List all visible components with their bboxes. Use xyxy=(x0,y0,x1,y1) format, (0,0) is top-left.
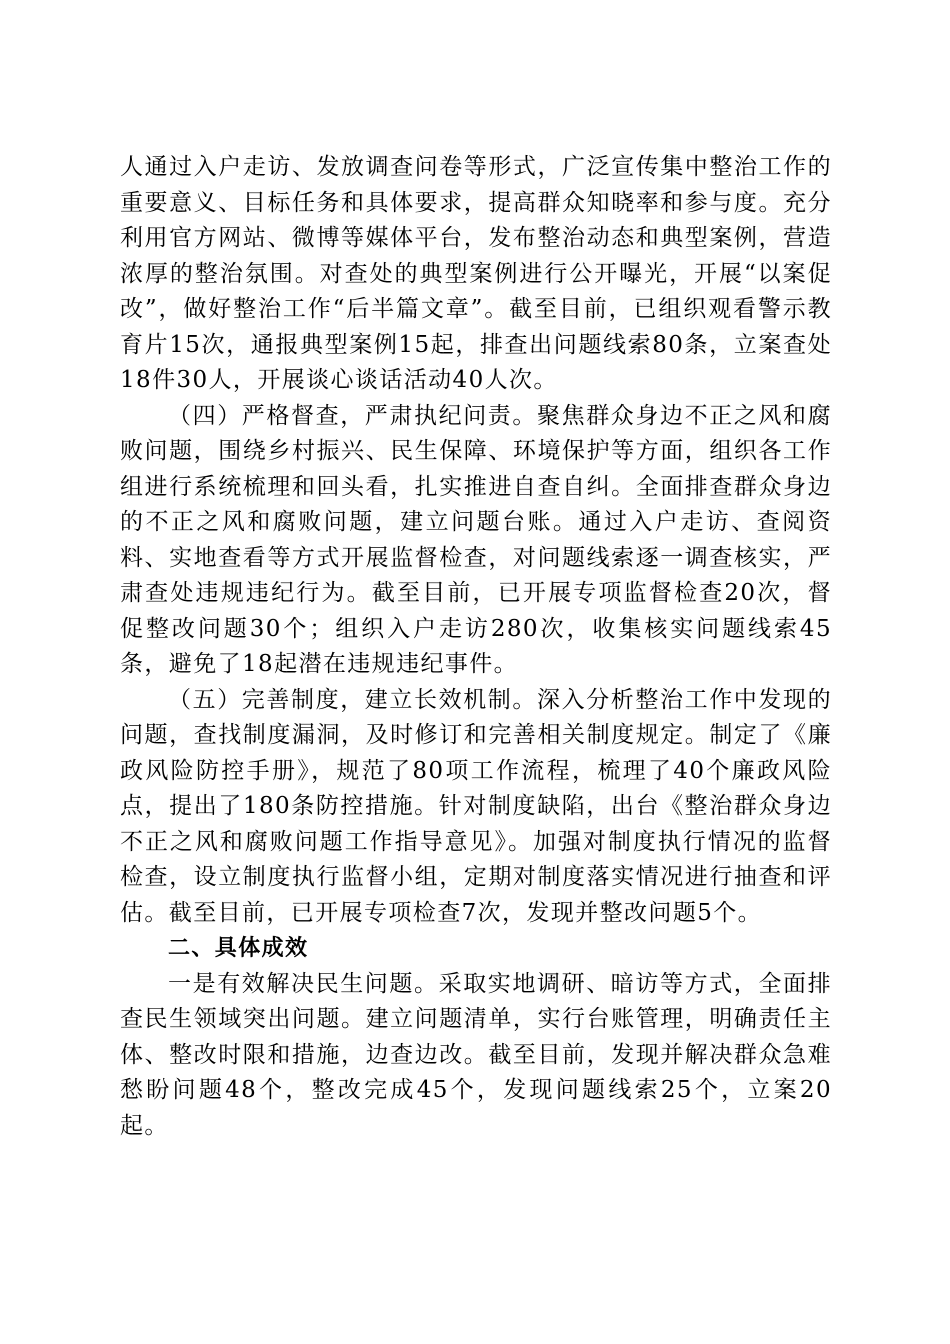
paragraph-section-5: （五）完善制度，建立长效机制。深入分析整治工作中发现的问题，查找制度漏洞，及时修订和完善相关制度规定。制定了《廉政风险防控手册》，规范了80项工作流程，梳理了40个廉政风险点，提出了180条防控措施。针对制度缺陷，出台《整治群众身边不正之风和腐败问题工作指导意见》。加强对制度执行情况的监督检查，设立制度执行监督小组，定期对制度落实情况进行抽查和评估。截至目前，已开展专项检查7次，发现并整改问题5个。 xyxy=(120,686,832,926)
paragraph-section-4: （四）严格督查，严肃执纪问责。聚焦群众身边不正之风和腐败问题，围绕乡村振兴、民生保障、环境保护等方面，组织各工作组进行系统梳理和回头看，扎实推进自查自纠。全面排查群众身边的不正之风和腐败问题，建立问题台账。通过入户走访、查阅资料、实地查看等方式开展监督检查，对问题线索逐一调查核实，严肃查处违规违纪行为。截至目前，已开展专项监督检查20次，督促整改问题30个；组织入户走访280次，收集核实问题线索45条，避免了18起潜在违规违纪事件。 xyxy=(120,402,832,677)
paragraph-results-1: 一是有效解决民生问题。采取实地调研、暗访等方式，全面排查民生领域突出问题。建立问题清单，实行台账管理，明确责任主体、整改时限和措施，边查边改。截至目前，发现并解决群众急难愁盼问题48个，整改完成45个，发现问题线索25个，立案20起。 xyxy=(120,970,832,1139)
document-body xyxy=(120,150,832,1144)
paragraph-continued: 人通过入户走访、发放调查问卷等形式，广泛宣传集中整治工作的重要意义、目标任务和具体要求，提高群众知晓率和参与度。充分利用官方网站、微博等媒体平台，发布整治动态和典型案例，营造浓厚的整治氛围。对查处的典型案例进行公开曝光，开展“以案促改”，做好整治工作“后半篇文章”。截至目前，已组织观看警示教育片15次，通报典型案例15起，排查出问题线索80条，立案查处18件30人，开展谈心谈话活动40人次。 xyxy=(120,154,832,393)
section-heading: 二、具体成效 xyxy=(168,936,309,961)
